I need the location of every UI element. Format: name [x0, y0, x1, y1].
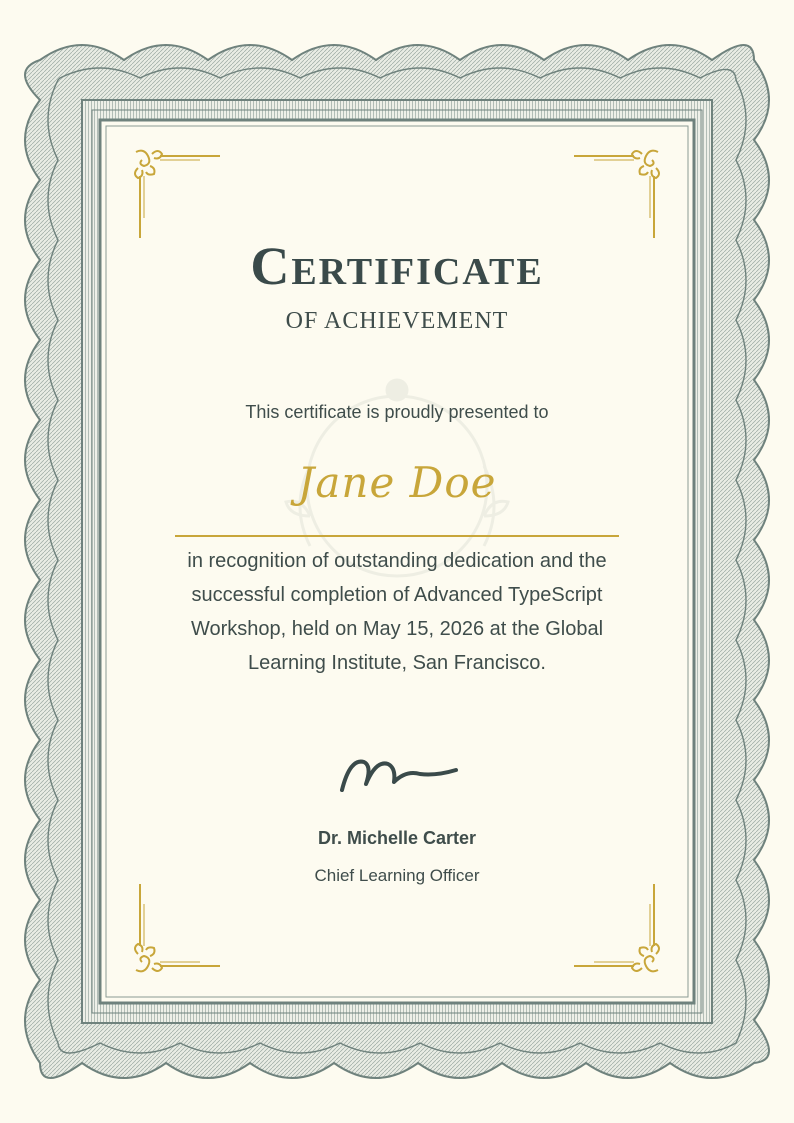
certificate-subtitle: OF ACHIEVEMENT — [285, 308, 509, 334]
name-underline — [175, 535, 619, 537]
recognition-text: in recognition of outstanding dedication and the successful completion of Advanced TypeScript Workshop, held on May 15, 2026 at the Global Learning Institute, San Francisco. — [187, 550, 607, 674]
signer-name: Dr. Michelle Carter — [317, 828, 477, 848]
signer-title: Chief Learning Officer — [314, 866, 480, 885]
signature-scribble — [336, 748, 460, 798]
certificate-title: Certificate — [250, 236, 544, 296]
certificate-content — [110, 130, 684, 993]
recipient-name: Jane Doe — [297, 458, 497, 507]
presented-to-text: This certificate is proudly presented to — [245, 402, 549, 422]
